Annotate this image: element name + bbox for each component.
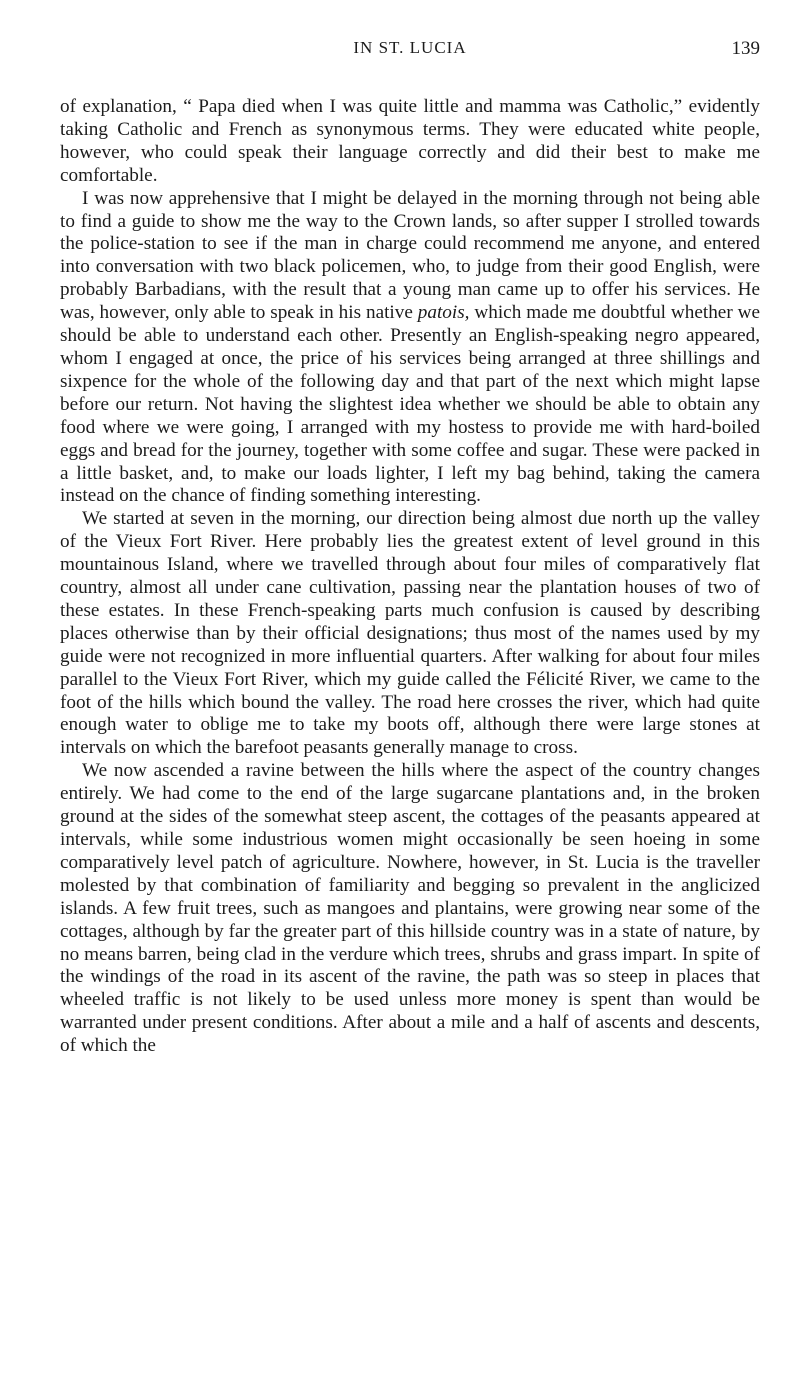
paragraph xyxy=(60,96,760,188)
paragraph xyxy=(60,188,760,509)
paragraph-text: We started at seven in the morning, our direction being almost due north up the valley of the Vieux Fort River. Here probably lies the greatest extent of level ground in this mountainous Island, where we travelled through about four miles of comparatively flat country, almost all under cane cultivation, passing near the plantation houses of two of these estates. In these French-speaking parts much confusion is caused by describing places otherwise than by their official designations; thus most of the names used by my guide were not recognized in more influential quarters. After walking for about four miles parallel to the Vieux Fort River, which my guide called the Félicité River, we came to the foot of the hills which bound the valley. The road here crosses the river, which had quite enough water to oblige me to take my boots off, although there were large stones at intervals on which the barefoot peasants generally manage to cross. xyxy=(60,508,760,759)
paragraph-text: of explanation, “ Papa died when I was quite little and mamma was Catholic,” evidently taking Catholic and French as synonymous terms. They were educated white people, however, who could speak their language correctly and did their best to make me comfortable. xyxy=(60,96,760,186)
book-page xyxy=(60,38,760,1058)
running-head xyxy=(60,38,760,64)
paragraph-text: We now ascended a ravine between the hills where the aspect of the country changes entirely. We had come to the end of the large sugarcane plantations and, in the broken ground at the sides of the somewhat steep ascent, the cottages of the peasants appeared at intervals, while some industrious women might occasionally be seen hoeing in some comparatively level patch of agriculture. Nowhere, however, in St. Lucia is the traveller molested by that combination of familiarity and begging so prevalent in the anglicized islands. A few fruit trees, such as mangoes and plantains, were growing near some of the cottages, although by far the greater part of this hillside country was in a state of nature, by no means barren, being clad in the verdure which trees, shrubs and grass impart. In spite of the windings of the road in its ascent of the ravine, the path was so steep in places that wheeled traffic is not likely to be used unless more money is spent than would be warranted under present conditions. After about a mile and a half of ascents and descents, of which the xyxy=(60,760,760,1057)
page-number: 139 xyxy=(731,38,760,59)
italic-word: patois, xyxy=(417,302,470,324)
running-title: IN ST. LUCIA xyxy=(353,38,467,57)
paragraph xyxy=(60,508,760,760)
body-text xyxy=(60,96,760,1058)
paragraph-text: which made me doubtful whether we should be able to understand each other. Presently an English-speaking negro appeared, whom I engaged at once, the price of his services being arranged at three shillings and sixpence for the whole of the following day and that part of the next which might lapse before our return. Not having the slightest idea whether we should be able to obtain any food where we were going, I arranged with my hostess to provide me with hard-boiled eggs and bread for the journey, together with some coffee and sugar. These were packed in a little basket, and, to make our loads lighter, I left my bag behind, taking the camera instead on the chance of finding something interesting. xyxy=(60,302,760,507)
paragraph xyxy=(60,760,760,1058)
paragraph-text: I was now apprehensive that I might be delayed in the morning through not being able to find a guide to show me the way to the Crown lands, so after supper I strolled towards the police-station to see if the man in charge could recommend me anyone, and entered into conversation with two black policemen, who, to judge from their good English, were probably Barbadians, with the result that a young man came up to offer his services. He was, however, only able to speak in his native xyxy=(60,187,760,324)
